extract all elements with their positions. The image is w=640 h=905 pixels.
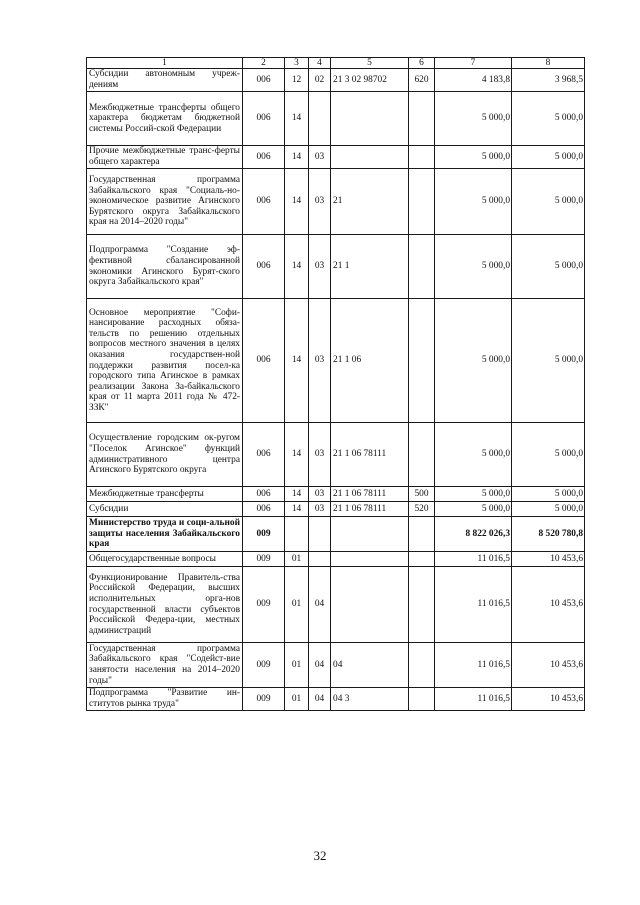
row-name: Функционирование Правитель-ства Российской Федерации, высших исполнительных орга-нов государственной власти субъектов Российской Федера-ции, местных администраций	[87, 567, 243, 643]
row-name: Осуществление городским ок-ругом "Поселок Агинское" функций административного центра Агинского Бурятского округа	[87, 423, 243, 487]
expense-type-code	[409, 517, 435, 552]
target-article-code	[331, 567, 409, 643]
amount-col-8: 5 000,0	[512, 169, 585, 235]
section-code: 14	[285, 423, 309, 487]
row-name: Подпрограмма "Развитие ин-ститутов рынка труда"	[87, 688, 243, 711]
department-code: 006	[243, 69, 285, 92]
amount-col-7: 5 000,0	[435, 502, 512, 517]
subsection-code	[309, 517, 331, 552]
row-name: Подпрограмма "Создание эф-фективной сбалансированной экономики Агинского Бурят-ского округа Забайкальского края"	[87, 235, 243, 299]
target-article-code	[331, 92, 409, 146]
header-cell-6: 6	[409, 58, 435, 69]
subsection-code: 04	[309, 688, 331, 711]
amount-col-8: 10 453,6	[512, 688, 585, 711]
expense-type-code	[409, 92, 435, 146]
section-code: 01	[285, 643, 309, 688]
row-name: Субсидии автономным учреж- дениям	[87, 69, 243, 92]
amount-col-8: 5 000,0	[512, 235, 585, 299]
section-code: 14	[285, 169, 309, 235]
expense-type-code	[409, 688, 435, 711]
section-code: 01	[285, 688, 309, 711]
target-article-code	[331, 517, 409, 552]
department-code: 006	[243, 92, 285, 146]
target-article-code: 21 1 06 78111	[331, 487, 409, 502]
amount-col-7: 5 000,0	[435, 92, 512, 146]
department-code: 006	[243, 487, 285, 502]
section-code: 14	[285, 235, 309, 299]
subsection-code: 03	[309, 502, 331, 517]
row-name: Общегосударственные вопросы	[87, 552, 243, 567]
department-code: 006	[243, 169, 285, 235]
table-row	[87, 517, 585, 552]
department-code: 006	[243, 299, 285, 423]
section-code: 01	[285, 552, 309, 567]
amount-col-7: 11 016,5	[435, 567, 512, 643]
amount-col-7: 5 000,0	[435, 146, 512, 169]
target-article-code: 04 3	[331, 688, 409, 711]
department-code: 006	[243, 502, 285, 517]
amount-col-7: 4 183,8	[435, 69, 512, 92]
department-code: 009	[243, 517, 285, 552]
department-code: 009	[243, 567, 285, 643]
amount-col-8: 10 453,6	[512, 567, 585, 643]
expense-type-code	[409, 643, 435, 688]
table-row	[87, 146, 585, 169]
target-article-code: 21 1 06	[331, 299, 409, 423]
subsection-code: 03	[309, 299, 331, 423]
header-cell-2: 2	[243, 58, 285, 69]
table-row	[87, 92, 585, 146]
section-code: 12	[285, 69, 309, 92]
table-row	[87, 502, 585, 517]
row-name: Государственная программа Забайкальского края "Содейст-вие занятости населения на 2014–2020 годы"	[87, 643, 243, 688]
row-name: Прочие межбюджетные транс-ферты общего характера	[87, 146, 243, 169]
amount-col-8: 5 000,0	[512, 502, 585, 517]
target-article-code	[331, 552, 409, 567]
amount-col-7: 11 016,5	[435, 552, 512, 567]
table-body	[87, 69, 585, 711]
row-name: Межбюджетные трансферты общего характера бюджетам бюджетной системы Россий-ской Федерации	[87, 92, 243, 146]
row-name: Субсидии	[87, 502, 243, 517]
subsection-code: 03	[309, 146, 331, 169]
expense-type-code	[409, 567, 435, 643]
amount-col-8: 8 520 780,8	[512, 517, 585, 552]
row-name: Межбюджетные трансферты	[87, 487, 243, 502]
header-cell-1: 1	[87, 58, 243, 69]
header-cell-3: 3	[285, 58, 309, 69]
amount-col-7: 11 016,5	[435, 643, 512, 688]
amount-col-8: 5 000,0	[512, 146, 585, 169]
target-article-code: 21	[331, 169, 409, 235]
amount-col-8: 10 453,6	[512, 643, 585, 688]
table-row	[87, 552, 585, 567]
amount-col-8: 5 000,0	[512, 299, 585, 423]
department-code: 006	[243, 146, 285, 169]
expense-type-code: 500	[409, 487, 435, 502]
expense-type-code	[409, 299, 435, 423]
table-row	[87, 487, 585, 502]
section-code: 14	[285, 502, 309, 517]
amount-col-7: 8 822 026,3	[435, 517, 512, 552]
amount-col-8: 5 000,0	[512, 92, 585, 146]
department-code: 006	[243, 235, 285, 299]
amount-col-7: 5 000,0	[435, 487, 512, 502]
expense-type-code	[409, 146, 435, 169]
amount-col-7: 11 016,5	[435, 688, 512, 711]
table-row	[87, 299, 585, 423]
section-code: 14	[285, 487, 309, 502]
target-article-code: 04	[331, 643, 409, 688]
subsection-code: 02	[309, 69, 331, 92]
amount-col-8: 3 968,5	[512, 69, 585, 92]
subsection-code: 04	[309, 643, 331, 688]
amount-col-7: 5 000,0	[435, 423, 512, 487]
target-article-code	[331, 146, 409, 169]
header-cell-7: 7	[435, 58, 512, 69]
department-code: 006	[243, 423, 285, 487]
header-cell-4: 4	[309, 58, 331, 69]
subsection-code: 03	[309, 235, 331, 299]
page-number: 32	[313, 848, 327, 863]
section-code: 01	[285, 567, 309, 643]
table-row	[87, 643, 585, 688]
amount-col-7: 5 000,0	[435, 235, 512, 299]
subsection-code: 03	[309, 423, 331, 487]
section-code: 14	[285, 146, 309, 169]
target-article-code: 21 1 06 78111	[331, 502, 409, 517]
row-name: Основное мероприятие "Софи-нансирование расходных обяза-тельств по решению отдельных вопросов местного значения в целях оказания государствен-ной поддержки развития посел-ка городского типа Агинское в рамках реализации Закона За-байкальского края от 11 марта 2011 года № 472-ЗЗК"	[87, 299, 243, 423]
subsection-code	[309, 552, 331, 567]
row-name: Государственная программа Забайкальского края "Социаль-но-экономическое развитие Агинского Бурятского округа Забайкальского края на 2014–2020 годы"	[87, 169, 243, 235]
subsection-code: 03	[309, 487, 331, 502]
expense-type-code	[409, 169, 435, 235]
section-code	[285, 517, 309, 552]
table-row	[87, 69, 585, 92]
expense-type-code	[409, 423, 435, 487]
table-row	[87, 567, 585, 643]
amount-col-7: 5 000,0	[435, 169, 512, 235]
target-article-code: 21 1	[331, 235, 409, 299]
target-article-code: 21 1 06 78111	[331, 423, 409, 487]
header-row	[87, 58, 585, 69]
subsection-code: 04	[309, 567, 331, 643]
table-row	[87, 169, 585, 235]
table-row	[87, 688, 585, 711]
expense-type-code	[409, 235, 435, 299]
row-name: Министерство труда и соци-альной защиты населения Забайкальского края	[87, 517, 243, 552]
amount-col-8: 5 000,0	[512, 487, 585, 502]
subsection-code: 03	[309, 169, 331, 235]
expense-type-code	[409, 552, 435, 567]
budget-table	[86, 57, 585, 711]
table-row	[87, 235, 585, 299]
amount-col-7: 5 000,0	[435, 299, 512, 423]
amount-col-8: 10 453,6	[512, 552, 585, 567]
amount-col-8: 5 000,0	[512, 423, 585, 487]
department-code: 009	[243, 552, 285, 567]
table-row	[87, 423, 585, 487]
target-article-code: 21 3 02 98702	[331, 69, 409, 92]
header-cell-5: 5	[331, 58, 409, 69]
section-code: 14	[285, 92, 309, 146]
expense-type-code: 620	[409, 69, 435, 92]
expense-type-code: 520	[409, 502, 435, 517]
department-code: 009	[243, 688, 285, 711]
section-code: 14	[285, 299, 309, 423]
header-cell-8: 8	[512, 58, 585, 69]
subsection-code	[309, 92, 331, 146]
department-code: 009	[243, 643, 285, 688]
